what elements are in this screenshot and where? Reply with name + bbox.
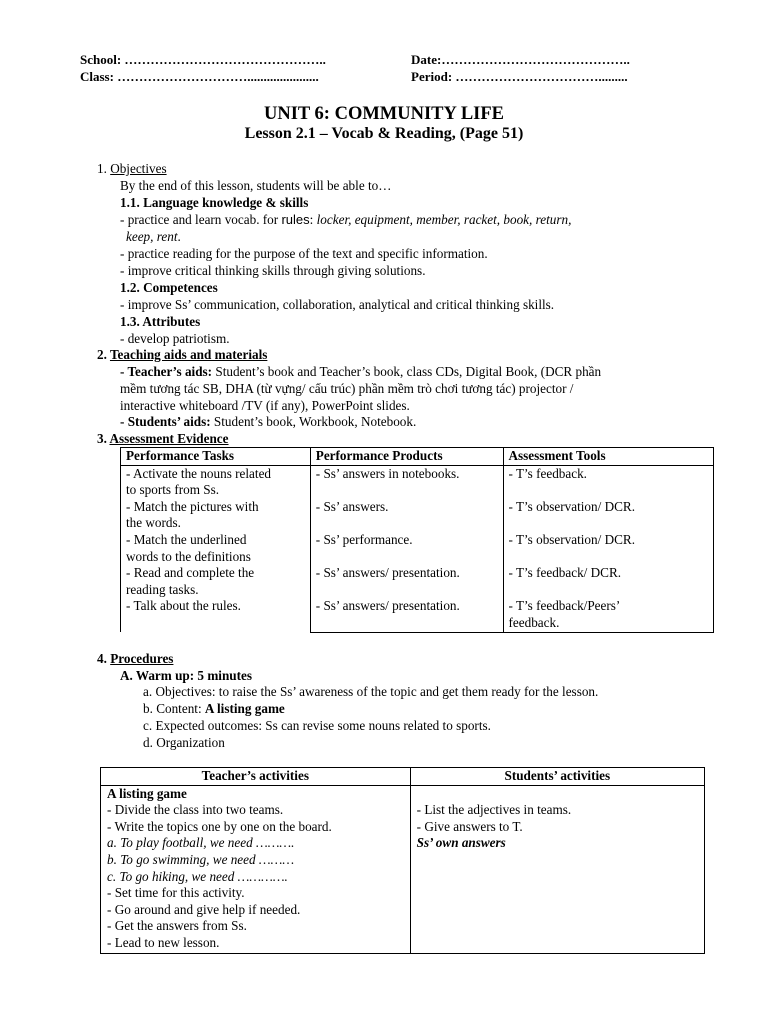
student-header: Students’ activities bbox=[410, 768, 704, 786]
objective-vocab-cont bbox=[126, 229, 181, 245]
teacher-step: - Lead to new lesson. bbox=[107, 934, 220, 950]
cell-line: - Ss’ answers/ presentation. bbox=[315, 598, 460, 614]
student-answers: Ss’ own answers bbox=[416, 835, 506, 851]
cell-line: - T’s feedback/ DCR. bbox=[508, 565, 622, 581]
table-row bbox=[121, 465, 714, 632]
cell-line: the words. bbox=[126, 515, 181, 531]
cell-spacer bbox=[316, 482, 498, 499]
cell-line: - Activate the nouns related bbox=[126, 465, 272, 481]
cell-line: - Match the pictures with bbox=[126, 498, 259, 514]
cell-line: feedback. bbox=[508, 614, 560, 630]
cell-line: - Read and complete the bbox=[126, 565, 255, 581]
teacher-aids-label: - Teacher’s aids: bbox=[120, 364, 213, 379]
warmup-objectives: a. Objectives: to raise the Ss’ awareness of the topic and get them ready for the lesson. bbox=[143, 684, 599, 699]
cell-spacer bbox=[509, 549, 709, 566]
date-field bbox=[411, 52, 630, 68]
col-header-products: Performance Products bbox=[310, 448, 503, 466]
objectives-intro: By the end of this lesson, students will be able to… bbox=[120, 178, 392, 193]
cell-line: - Ss’ answers. bbox=[315, 498, 389, 514]
cell-spacer bbox=[509, 515, 709, 532]
warmup-outcomes: c. Expected outcomes: Ss can revise some nouns related to sports. bbox=[143, 718, 491, 733]
cell-line: - Ss’ answers in notebooks. bbox=[315, 465, 460, 481]
school-label: School: bbox=[80, 52, 122, 67]
teacher-step: - Set time for this activity. bbox=[107, 885, 245, 901]
topic-prompt: b. To go swimming, we need ……… bbox=[107, 851, 295, 867]
cell-line: - T’s observation/ DCR. bbox=[508, 531, 635, 547]
student-aids-label: - Students’ aids: bbox=[120, 414, 211, 429]
assessment-header-row bbox=[121, 448, 714, 466]
competence-text: - improve Ss’ communication, collaboration, analytical and critical thinking skills. bbox=[120, 297, 555, 312]
vocab-colon: : bbox=[309, 212, 317, 227]
date-label: Date: bbox=[411, 52, 442, 67]
topic-prompt: a. To play football, we need ………. bbox=[107, 835, 295, 851]
cell-spacer bbox=[509, 482, 709, 499]
table-cell bbox=[503, 465, 714, 632]
game-title: A listing game bbox=[107, 785, 187, 801]
teacher-step: - Get the answers from Ss. bbox=[107, 918, 247, 934]
period-label: Period: bbox=[411, 69, 453, 84]
aids-heading bbox=[97, 347, 267, 363]
cell-line: to sports from Ss. bbox=[126, 482, 220, 498]
teacher-header: Teacher’s activities bbox=[101, 768, 411, 786]
warmup-content bbox=[143, 701, 285, 717]
col-header-tasks: Performance Tasks bbox=[121, 448, 311, 466]
vocab-words-cont: keep, rent bbox=[126, 229, 178, 244]
cell-line: - Match the underlined bbox=[126, 531, 247, 547]
vocab-end: . bbox=[177, 229, 181, 244]
topic-prompt: c. To go hiking, we need …………. bbox=[107, 868, 288, 884]
table-cell bbox=[310, 465, 503, 632]
teacher-aids-line1: Student’s book and Teacher’s book, class CDs, Digital Book, (DCR phần bbox=[212, 364, 602, 379]
section-number: 3. bbox=[97, 431, 107, 446]
col-header-tools: Assessment Tools bbox=[503, 448, 714, 466]
cell-line: - Ss’ answers/ presentation. bbox=[315, 565, 460, 581]
cell-line: reading tasks. bbox=[126, 581, 199, 597]
procedures-heading bbox=[97, 651, 173, 667]
section-number: 4. bbox=[97, 651, 107, 666]
content-prefix: b. Content: bbox=[143, 701, 205, 716]
attribute-text: - develop patriotism. bbox=[120, 331, 230, 346]
cell-line: words to the definitions bbox=[126, 548, 251, 564]
student-aids bbox=[120, 414, 416, 430]
cell-line: - T’s feedback/Peers’ bbox=[508, 598, 621, 614]
activities-header-row bbox=[101, 768, 705, 786]
objective-critical: - improve critical thinking skills through giving solutions. bbox=[120, 263, 426, 278]
vocab-words: locker, equipment, member, racket, book, return, bbox=[316, 212, 572, 227]
table-cell bbox=[121, 465, 311, 632]
student-step: - List the adjectives in teams. bbox=[416, 802, 572, 818]
vocab-topic: rules bbox=[281, 212, 310, 227]
section-heading-text: Procedures bbox=[110, 651, 174, 666]
subheading-language: 1.1. Language knowledge & skills bbox=[120, 195, 309, 210]
section-heading-text: Teaching aids and materials bbox=[109, 347, 268, 362]
teacher-activities-cell bbox=[101, 785, 411, 953]
period-dots: ……………………………......... bbox=[452, 69, 628, 84]
cell-spacer bbox=[417, 786, 699, 803]
section-heading-text: Assessment Evidence bbox=[109, 431, 229, 446]
assessment-table bbox=[120, 447, 714, 633]
teacher-step: - Go around and give help if needed. bbox=[107, 901, 301, 917]
teacher-step: - Write the topics one by one on the board. bbox=[107, 818, 332, 834]
objective-vocab bbox=[120, 212, 571, 228]
class-field bbox=[80, 69, 319, 85]
cell-line: - T’s observation/ DCR. bbox=[508, 498, 635, 514]
cell-line: - Ss’ performance. bbox=[315, 531, 413, 547]
date-dots: …………………………………….. bbox=[441, 52, 630, 67]
school-dots: ……………………………………….. bbox=[121, 52, 326, 67]
cell-line: - T’s feedback. bbox=[508, 465, 587, 481]
section-number: 1. bbox=[97, 161, 107, 176]
period-field bbox=[411, 69, 628, 85]
objective-reading: - practice reading for the purpose of the text and specific information. bbox=[120, 246, 488, 261]
cell-spacer bbox=[126, 615, 305, 632]
section-heading-text: Objectives bbox=[110, 161, 167, 176]
student-step: - Give answers to T. bbox=[416, 818, 523, 834]
objectives-heading bbox=[97, 161, 167, 177]
student-activities-cell bbox=[410, 785, 704, 953]
class-label: Class: bbox=[80, 69, 114, 84]
content-game: A listing game bbox=[204, 701, 285, 716]
section-number: 2. bbox=[97, 347, 107, 362]
teacher-aids-line3: interactive whiteboard /TV (if any), PowerPoint slides. bbox=[120, 398, 410, 413]
class-dots: …………………………...................... bbox=[113, 69, 319, 84]
table-row bbox=[101, 785, 705, 953]
vocab-prefix: - practice and learn vocab. for bbox=[120, 212, 282, 227]
cell-spacer bbox=[316, 515, 498, 532]
teacher-aids-line2: mềm tương tác SB, DHA (từ vựng/ cấu trúc) phần mềm trò chơi tương tác) projector / bbox=[120, 381, 574, 396]
warmup-organization: d. Organization bbox=[143, 735, 225, 750]
cell-spacer bbox=[316, 582, 498, 599]
teacher-aids bbox=[120, 364, 601, 380]
subheading-attributes: 1.3. Attributes bbox=[120, 314, 201, 329]
teacher-step: - Divide the class into two teams. bbox=[107, 802, 284, 818]
student-aids-text: Student’s book, Workbook, Notebook. bbox=[210, 414, 417, 429]
cell-spacer bbox=[316, 549, 498, 566]
subheading-competences: 1.2. Competences bbox=[120, 280, 218, 295]
school-field bbox=[80, 52, 326, 68]
cell-spacer bbox=[509, 582, 709, 599]
assessment-heading bbox=[97, 431, 229, 447]
page-title: UNIT 6: COMMUNITY LIFE bbox=[264, 104, 504, 124]
cell-line: - Talk about the rules. bbox=[126, 598, 241, 614]
warmup-heading: A. Warm up: 5 minutes bbox=[120, 668, 253, 683]
activities-table bbox=[100, 767, 705, 954]
page-subtitle: Lesson 2.1 – Vocab & Reading, (Page 51) bbox=[244, 125, 524, 142]
